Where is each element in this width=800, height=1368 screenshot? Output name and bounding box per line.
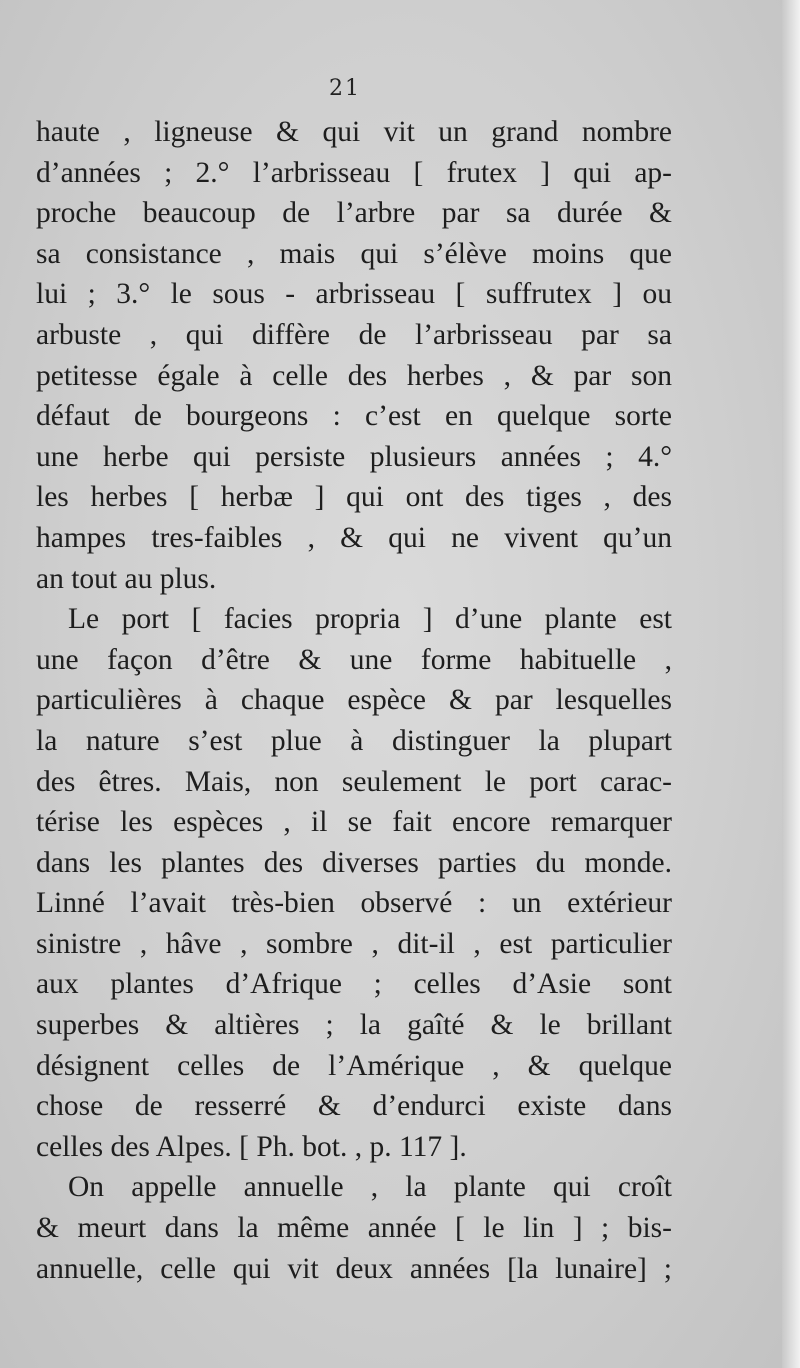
text-line: Le port [ facies propria ] d’une plante est <box>68 603 672 636</box>
text-line: celles des Alpes. [ Ph. bot. , p. 117 ]. <box>36 1130 467 1163</box>
text-line: Linné l’avait très-bien observé : un extérieur <box>36 887 672 920</box>
text-line: térise les espèces , il se fait encore remarquer <box>36 806 672 839</box>
text-line: désignent celles de l’Amérique , & quelque <box>36 1049 672 1082</box>
text-line: annuelle, celle qui vit deux années [la lunaire] ; <box>36 1252 672 1285</box>
text-line: des êtres. Mais, non seulement le port carac- <box>36 765 672 798</box>
text-line: On appelle annuelle , la plante qui croît <box>68 1171 672 1204</box>
text-line: aux plantes d’Afrique ; celles d’Asie sont <box>36 968 672 1001</box>
text-line: la nature s’est plue à distinguer la plupart <box>36 724 672 757</box>
text-line: chose de resserré & d’endurci existe dans <box>36 1090 672 1123</box>
text-line: superbes & altières ; la gaîté & le brillant <box>36 1009 672 1042</box>
text-line: défaut de bourgeons : c’est en quelque sorte <box>36 400 672 433</box>
text-line: sa consistance , mais qui s’élève moins que <box>36 237 672 270</box>
text-line: particulières à chaque espèce & par lesquelles <box>36 684 672 717</box>
text-line: une herbe qui persiste plusieurs années ; 4.° <box>36 440 672 473</box>
text-line: petitesse égale à celle des herbes , & par son <box>36 359 672 392</box>
text-line: les herbes [ herbæ ] qui ont des tiges , des <box>36 481 672 514</box>
text-line: haute , ligneuse & qui vit un grand nombre <box>36 116 672 148</box>
text-line: proche beaucoup de l’arbre par sa durée & <box>36 197 672 230</box>
page-number: 21 <box>329 76 361 101</box>
text-line: & meurt dans la même année [ le lin ] ; bis- <box>36 1212 672 1245</box>
text-line: une façon d’être & une forme habituelle , <box>36 643 672 676</box>
text-line: arbuste , qui diffère de l’arbrisseau par sa <box>36 318 672 351</box>
page-edge <box>782 0 800 1368</box>
text-line: d’années ; 2.° l’arbrisseau [ frutex ] qui ap- <box>36 156 672 189</box>
text-line: an tout au plus. <box>36 562 217 595</box>
body-text <box>36 112 672 1289</box>
text-line: dans les plantes des diverses parties du monde. <box>36 846 672 879</box>
text-line: lui ; 3.° le sous - arbrisseau [ suffrutex ] ou <box>36 278 672 311</box>
text-line: hampes tres-faibles , & qui ne vivent qu’un <box>36 521 672 554</box>
text-line: sinistre , hâve , sombre , dit-il , est particulier <box>36 927 672 960</box>
